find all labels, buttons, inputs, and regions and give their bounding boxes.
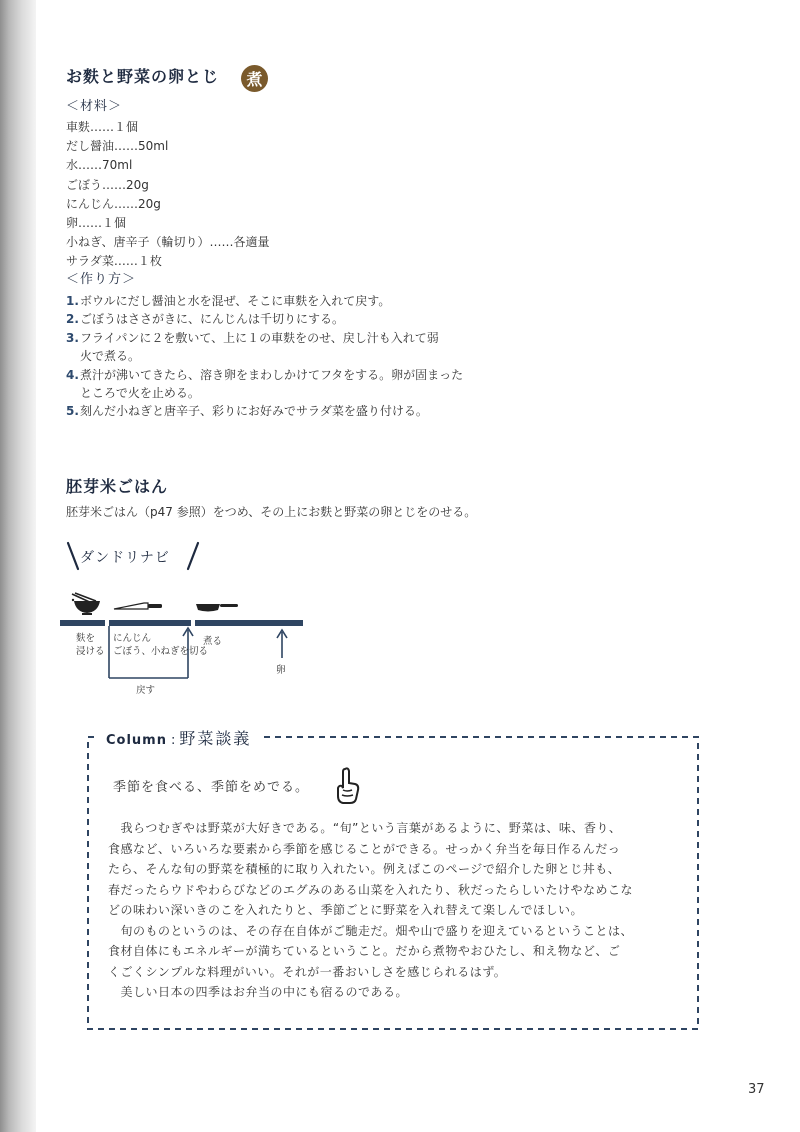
step-item <box>66 310 506 328</box>
step-number: 2. <box>66 312 79 327</box>
bowl-chopsticks-icon <box>72 593 100 615</box>
ingredient-item: ごぼう……20g <box>66 177 149 192</box>
step-text-continued: ところで火を止める。 <box>80 386 200 401</box>
simmer-badge-icon: 煮 <box>241 65 268 92</box>
step-text: ごぼうはささがきに、にんじんは千切りにする。 <box>80 312 345 327</box>
step-text: 刻んだ小ねぎと唐辛子、彩りにお好みでサラダ菜を盛り付ける。 <box>80 404 428 419</box>
step-item <box>66 329 506 366</box>
step-number: 1. <box>66 294 79 308</box>
slash-decor-icon <box>186 541 200 571</box>
prep-timeline <box>60 592 310 702</box>
knife-icon <box>114 603 162 609</box>
rice-title: 胚芽米ごはん <box>66 477 169 496</box>
step-text: 煮汁が沸いてきたら、溶き卵をまわしかけてフタをする。卵が固まった <box>80 367 464 382</box>
timeline-label-cut: にんじん ごぼう、小ねぎを切る <box>113 633 209 657</box>
step-number: 5. <box>66 404 79 419</box>
ingredients-list <box>66 118 270 272</box>
column-line: 美しい日本の四季はお弁当の中にも宿るのである。 <box>108 985 409 999</box>
timeline-label-egg: 卵 <box>276 665 286 676</box>
step-item <box>66 366 506 403</box>
page-number: 37 <box>748 1082 765 1097</box>
step-text: ボウルにだし醤油と水を混ぜ、そこに車麩を入れて戻す。 <box>80 294 391 308</box>
timeline-label-simmer: 煮る <box>203 636 223 647</box>
step-number: 4. <box>66 367 79 382</box>
step-item <box>66 292 506 310</box>
recipe-title: お麩と野菜の卵とじ <box>66 67 220 86</box>
steps-list <box>66 292 506 421</box>
column-label: Column <box>106 733 167 748</box>
column-line: 春だったらウドやわらびなどのエグみのある山菜を入れたり、秋だったらしいたけやなめこな <box>108 882 634 897</box>
column-body <box>108 818 688 1003</box>
ingredient-item: 小ねぎ、唐辛子（輪切り）……各適量 <box>66 235 270 250</box>
ingredient-item: 水……70ml <box>66 158 133 173</box>
step-number: 3. <box>66 330 79 345</box>
step-text: フライパンに２を敷いて、上に１の車麩をのせ、戻し汁も入れて弱 <box>80 330 439 345</box>
dandori-navi-title: ダンドリナビ <box>80 550 170 566</box>
column-line: 食材自体にもエネルギーが満ちているということ。だから煮物やおひたし、和え物など、ご <box>108 944 621 958</box>
pointing-finger-icon <box>331 766 363 806</box>
ingredients-heading: ＜材料＞ <box>66 99 123 114</box>
ingredient-item: にんじん……20g <box>66 196 161 211</box>
column-subtitle: 季節を食べる、季節をめでる。 <box>113 780 310 795</box>
column-line: どの味わい深いきのこを入れたりと、季節ごとに野菜を入れ替えて楽しんでほしい。 <box>108 903 584 917</box>
rice-instructions: 胚芽米ごはん（p47 参照）をつめ、その上にお麩と野菜の卵とじをのせる。 <box>66 505 477 519</box>
column-line: 食感など、いろいろな要素から季節を感じることができる。せっかく弁当を毎日作るんだっ <box>108 841 621 856</box>
column-line: たら、そんな旬の野菜を積極的に取り入れたい。例えばこのページで紹介した卵とじ丼も、 <box>108 862 621 876</box>
step-text-continued: 火で煮る。 <box>80 349 141 364</box>
ingredient-item: だし醤油……50ml <box>66 139 169 154</box>
frying-pan-icon <box>196 604 238 612</box>
steps-heading: ＜作り方＞ <box>66 272 137 287</box>
column-line: くごくシンプルな料理がいい。それが一番おいしさを感じられるはず。 <box>108 964 507 979</box>
column-colon: : <box>170 733 176 748</box>
step-item <box>66 402 506 420</box>
column-header <box>98 726 261 749</box>
column-line: 我らつむぎやは野菜が大好きである。“旬”という言葉があるように、野菜は、味、香り、 <box>108 821 622 835</box>
column-line: 旬のものというのは、その存在自体がご馳走だ。畑や山で盛りを迎えているということは、 <box>108 923 634 938</box>
ingredient-item: 車麩……１個 <box>66 120 139 134</box>
ingredient-item: サラダ菜……１枚 <box>66 254 162 269</box>
backslash-decor-icon <box>66 541 80 571</box>
ingredient-item: 卵……１個 <box>66 216 127 231</box>
timeline-label-soak: 麩を 浸ける <box>76 633 105 657</box>
column-topic: 野菜談義 <box>179 729 252 748</box>
timeline-label-back: 戻す <box>136 685 156 696</box>
